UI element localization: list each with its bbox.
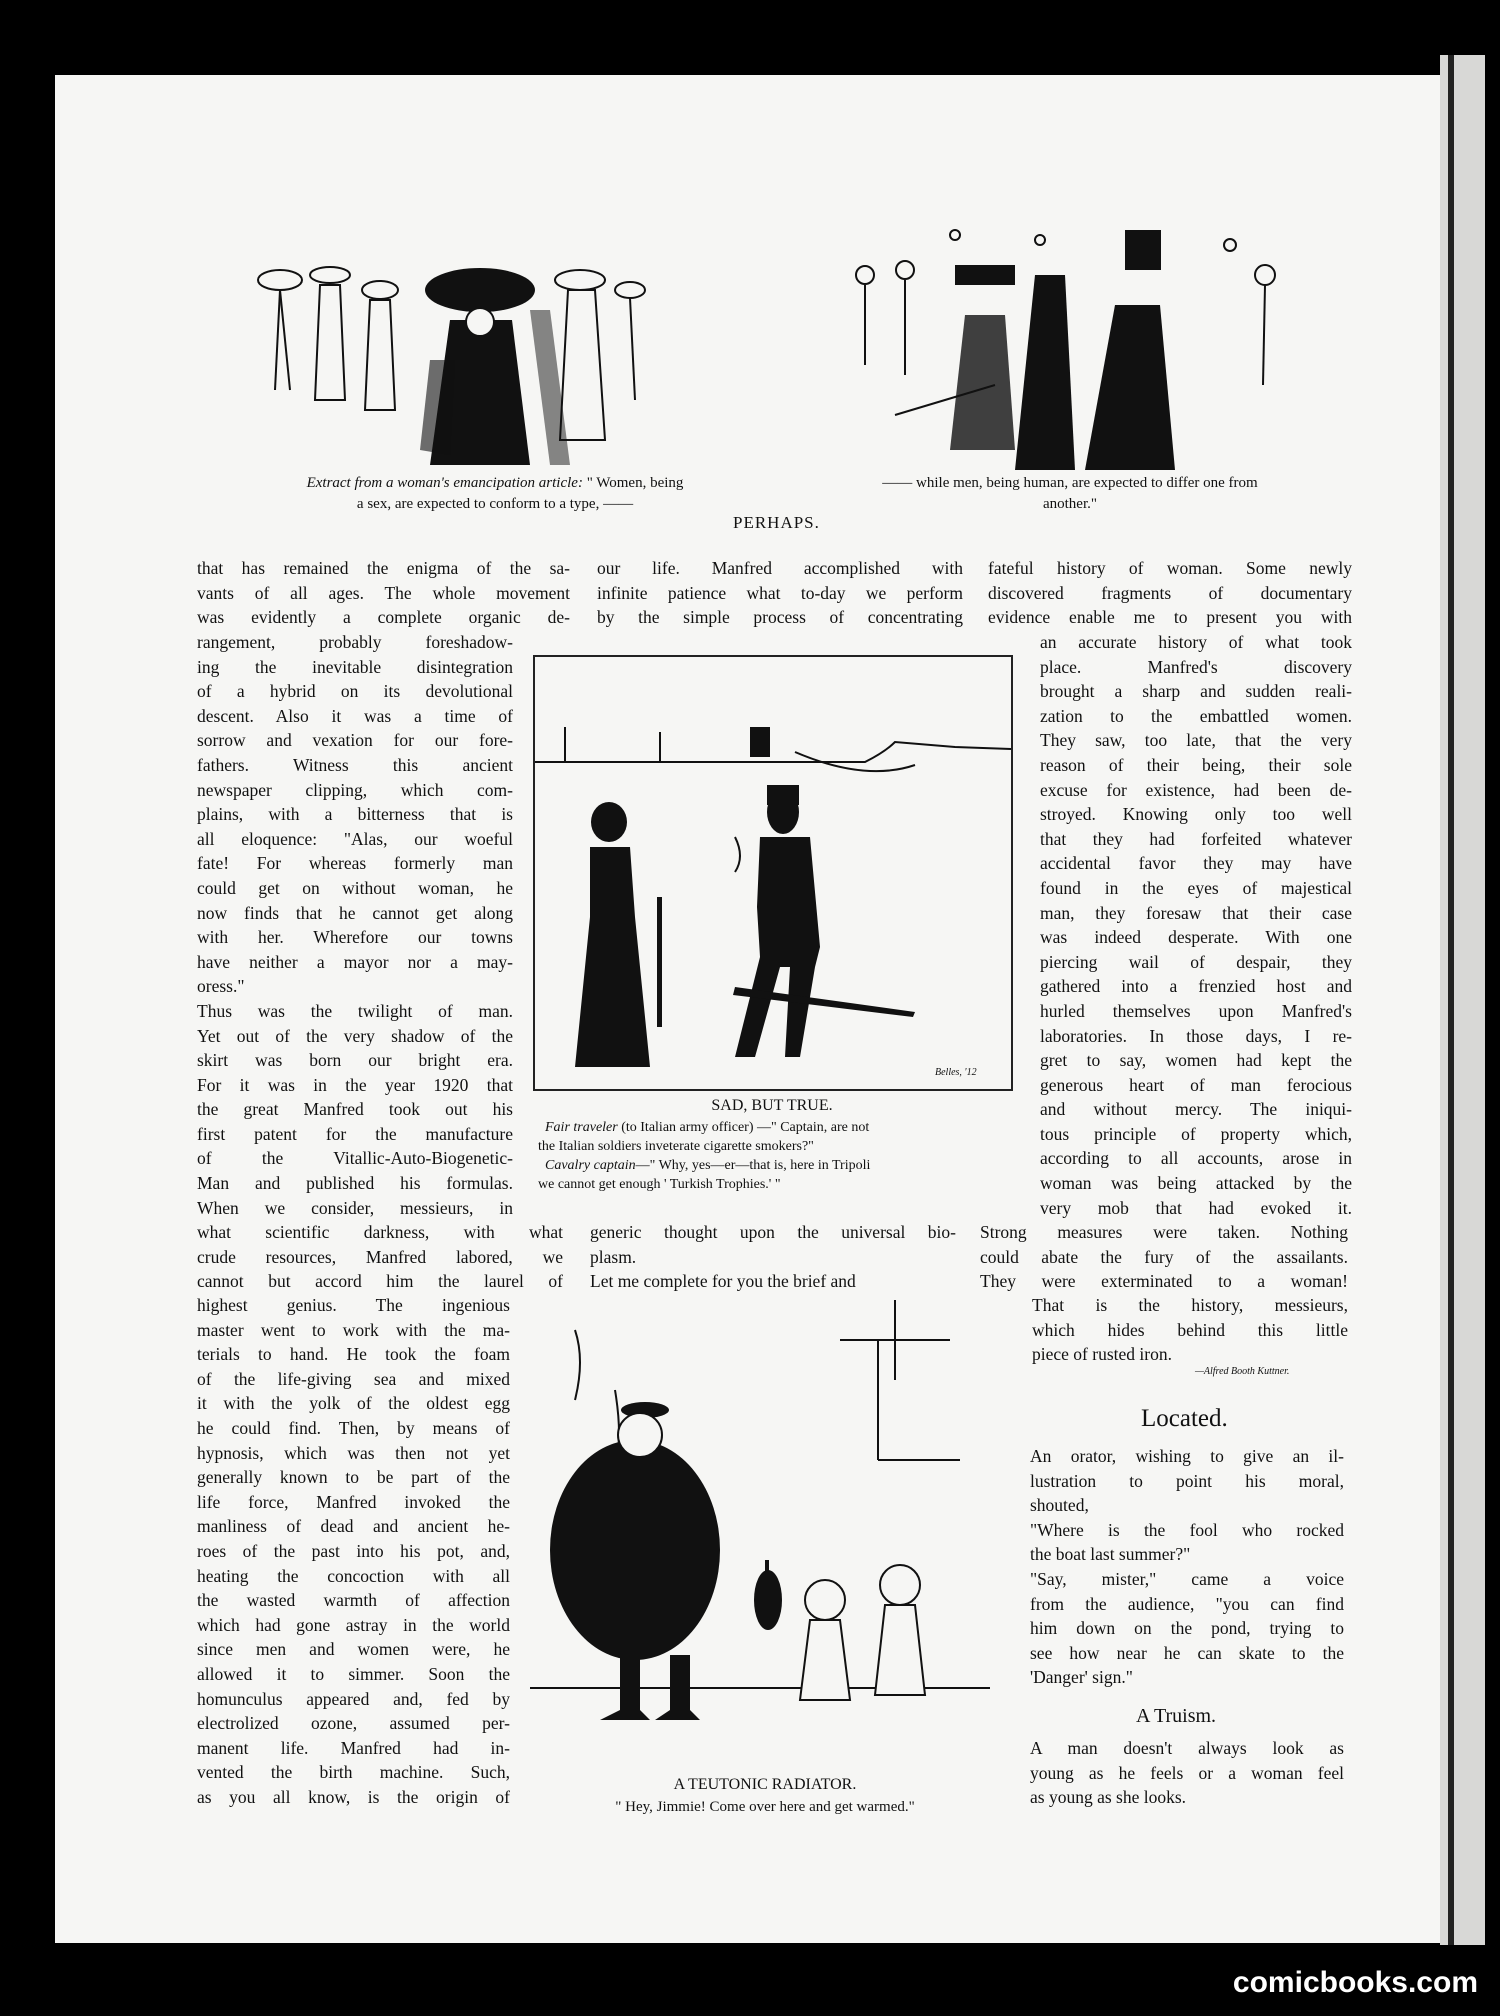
- text-line: Thus was the twilight of man.: [197, 1000, 513, 1021]
- sad-but-true-cartoon: [533, 655, 1013, 1091]
- text-line: cannot but accord him the laurel of: [197, 1271, 563, 1292]
- located-heading: Located.: [1141, 1405, 1228, 1432]
- text-line: that they had forfeited whatever: [1040, 828, 1352, 849]
- text-line: manent life. Manfred had in-: [197, 1737, 510, 1758]
- text-line: oress.": [197, 976, 245, 997]
- text-line: could abate the fury of the assailants.: [980, 1246, 1348, 1267]
- text-line: piece of rusted iron.: [1032, 1344, 1172, 1365]
- text-line: found in the eyes of majestical: [1040, 877, 1352, 898]
- text-line: generic thought upon the universal bio-: [590, 1222, 956, 1242]
- text-line: which had gone astray in the world: [197, 1614, 510, 1635]
- adjacent-page-edge: [1440, 55, 1485, 1945]
- truism-heading: A Truism.: [1136, 1705, 1217, 1727]
- text-line: An orator, wishing to give an il-: [1030, 1446, 1344, 1466]
- text-line: by the simple process of concentrating: [597, 607, 963, 628]
- text-line: and without mercy. The iniqui-: [1040, 1099, 1352, 1120]
- text-line: tous principle of property which,: [1040, 1123, 1352, 1144]
- located-text: [1030, 1444, 1344, 1690]
- text-line: infinite patience what to-day we perform: [597, 582, 963, 603]
- text-line: the great Manfred took out his: [197, 1099, 513, 1120]
- text-line: ing the inevitable disintegration: [197, 656, 513, 677]
- column-2-mid: [590, 1220, 956, 1294]
- text-line: as young as she looks.: [1030, 1787, 1187, 1808]
- text-line: as you all know, is the origin of: [197, 1786, 510, 1807]
- text-line: gathered into a frenzied host and: [1040, 976, 1352, 997]
- column-1-top: [197, 556, 570, 630]
- column-2-top: [597, 556, 963, 630]
- text-line: what scientific darkness, with what: [197, 1222, 563, 1242]
- text-line: hurled themselves upon Manfred's: [1040, 1000, 1352, 1021]
- text-line: "Say, mister," came a voice: [1030, 1568, 1344, 1589]
- text-line: young as he feels or a woman feel: [1030, 1762, 1344, 1783]
- text-line: our life. Manfred accomplished with: [597, 558, 963, 578]
- text-line: master went to work with the ma-: [197, 1319, 510, 1340]
- text-line: When we consider, messieurs, in: [197, 1197, 513, 1218]
- text-line: They saw, too late, that the very: [1040, 730, 1352, 751]
- text-line: very mob that had evoked it.: [1040, 1197, 1352, 1218]
- text-line: stroyed. Knowing only too well: [1040, 804, 1352, 825]
- cartoonist-signature: Belles, '12: [935, 1067, 977, 1078]
- text-line: all eloquence: "Alas, our woeful: [197, 828, 513, 849]
- column-3-narrow: [1040, 630, 1352, 1220]
- right-cartoon-caption: —— while men, being human, are expected to differ one from another.": [882, 475, 1258, 512]
- teutonic-radiator-title: A TEUTONIC RADIATOR.: [673, 1776, 857, 1793]
- text-line: according to all accounts, arose in: [1040, 1148, 1352, 1169]
- women-crowd-cartoon: [250, 250, 670, 470]
- text-line: A man doesn't always look as: [1030, 1738, 1344, 1758]
- text-line: lustration to point his moral,: [1030, 1470, 1344, 1491]
- text-line: was evidently a complete organic de-: [197, 607, 570, 628]
- text-line: it with the yolk of the oldest egg: [197, 1393, 510, 1414]
- text-line: For it was in the year 1920 that: [197, 1074, 513, 1095]
- text-line: accidental favor they may have: [1040, 853, 1352, 874]
- men-crowd-cartoon: [835, 215, 1305, 475]
- text-line: allowed it to simmer. Soon the: [197, 1663, 510, 1684]
- text-line: terials to hand. He took the foam: [197, 1344, 510, 1365]
- text-line: was indeed desperate. With one: [1040, 927, 1352, 948]
- text-line: have neither a mayor nor a may-: [197, 951, 513, 972]
- text-line: see how near he can skate to the: [1030, 1642, 1344, 1663]
- text-line: roes of the past into his pot, and,: [197, 1540, 510, 1561]
- text-line: They were exterminated to a woman!: [980, 1271, 1348, 1292]
- text-line: vants of all ages. The whole movement: [197, 582, 570, 603]
- author-signature: —Alfred Booth Kuttner.: [1195, 1366, 1290, 1377]
- text-line: the wasted warmth of affection: [197, 1590, 510, 1611]
- text-line: gret to say, women had kept the: [1040, 1050, 1352, 1071]
- column-3-top: [988, 556, 1352, 630]
- text-line: Man and published his formulas.: [197, 1173, 513, 1194]
- text-line: place. Manfred's discovery: [1040, 656, 1352, 677]
- text-line: fathers. Witness this ancient: [197, 754, 513, 775]
- text-line: generous heart of man ferocious: [1040, 1074, 1352, 1095]
- teutonic-radiator-cartoon: [530, 1300, 990, 1770]
- column-3-end: [1032, 1293, 1348, 1367]
- text-line: heating the concoction with all: [197, 1565, 510, 1586]
- text-line: excuse for existence, had been de-: [1040, 779, 1352, 800]
- text-line: with her. Wherefore our towns: [197, 927, 513, 948]
- text-line: sorrow and vexation for our fore-: [197, 730, 513, 751]
- text-line: manliness of dead and ancient he-: [197, 1516, 510, 1537]
- text-line: that has remained the enigma of the sa-: [197, 558, 570, 578]
- cartoon-title-perhaps: PERHAPS.: [733, 513, 820, 532]
- text-line: highest genius. The ingenious: [197, 1295, 510, 1315]
- text-line: 'Danger' sign.": [1030, 1667, 1133, 1688]
- text-line: woman was being attacked by the: [1040, 1173, 1352, 1194]
- text-line: Strong measures were taken. Nothing: [980, 1222, 1348, 1242]
- text-line: descent. Also it was a time of: [197, 705, 513, 726]
- text-line: now finds that he cannot get along: [197, 902, 513, 923]
- text-line: generally known to be part of the: [197, 1467, 510, 1488]
- teutonic-radiator-quote: " Hey, Jimmie! Come over here and get warmed.": [615, 1799, 915, 1815]
- sad-but-true-title: SAD, BUT TRUE.: [711, 1097, 833, 1114]
- left-cartoon-caption: Extract from a woman's emancipation article: " Women, being a sex, are expected to conform to a type, ——: [306, 475, 684, 512]
- truism-text: [1030, 1736, 1344, 1810]
- text-line: laboratories. In those days, I re-: [1040, 1025, 1352, 1046]
- sad-but-true-dialogue: Fair traveler (to Italian army officer) —" Captain, are not the Italian soldiers inveterate cigarette smokers?" Cavalry captain—" Why, yes—er—that is, here in Tripoli we cannot get enough ' Turkish Trophies.' ": [538, 1120, 871, 1192]
- column-1-narrow: [197, 630, 513, 1220]
- text-line: That is the history, messieurs,: [1032, 1295, 1348, 1315]
- text-line: plains, with a bitterness that is: [197, 804, 513, 825]
- text-line: piercing wail of despair, they: [1040, 951, 1352, 972]
- text-line: could get on without woman, he: [197, 877, 513, 898]
- text-line: fateful history of woman. Some newly: [988, 558, 1352, 578]
- text-line: reason of their being, their sole: [1040, 754, 1352, 775]
- text-line: man, they foresaw that their case: [1040, 902, 1352, 923]
- text-line: brought a sharp and sudden reali-: [1040, 681, 1352, 702]
- text-line: electrolized ozone, assumed per-: [197, 1713, 510, 1734]
- text-line: of the Vitallic-Auto-Biogenetic-: [197, 1148, 513, 1169]
- text-line: since men and women were, he: [197, 1639, 510, 1660]
- text-line: shouted,: [1030, 1495, 1089, 1516]
- watermark: comicbooks.com: [1232, 1966, 1478, 1999]
- text-line: crude resources, Manfred labored, we: [197, 1246, 563, 1267]
- text-line: he could find. Then, by means of: [197, 1417, 510, 1438]
- text-line: "Where is the fool who rocked: [1030, 1519, 1344, 1540]
- text-line: homunculus appeared and, fed by: [197, 1688, 510, 1709]
- text-line: Yet out of the very shadow of the: [197, 1025, 513, 1046]
- text-line: Let me complete for you the brief and: [590, 1271, 856, 1292]
- text-line: life force, Manfred invoked the: [197, 1491, 510, 1512]
- text-line: first patent for the manufacture: [197, 1123, 513, 1144]
- text-line: skirt was born our bright era.: [197, 1050, 513, 1071]
- text-line: from the audience, "you can find: [1030, 1593, 1344, 1614]
- text-line: plasm.: [590, 1246, 637, 1267]
- column-1-bottom: [197, 1293, 510, 1809]
- text-line: of the life-giving sea and mixed: [197, 1368, 510, 1389]
- text-line: discovered fragments of documentary: [988, 582, 1352, 603]
- text-line: newspaper clipping, which com-: [197, 779, 513, 800]
- text-line: rangement, probably foreshadow-: [197, 632, 513, 652]
- text-line: an accurate history of what took: [1040, 632, 1352, 652]
- text-line: which hides behind this little: [1032, 1319, 1348, 1340]
- text-line: hypnosis, which was then not yet: [197, 1442, 510, 1463]
- text-line: the boat last summer?": [1030, 1544, 1191, 1565]
- text-line: fate! For whereas formerly man: [197, 853, 513, 874]
- text-line: zation to the embattled women.: [1040, 705, 1352, 726]
- text-line: of a hybrid on its devolutional: [197, 681, 513, 702]
- text-line: vented the birth machine. Such,: [197, 1762, 510, 1783]
- text-line: evidence enable me to present you with: [988, 607, 1352, 628]
- column-1-wide: [197, 1220, 563, 1294]
- text-line: him down on the pond, trying to: [1030, 1618, 1344, 1639]
- column-3-wide: [980, 1220, 1348, 1294]
